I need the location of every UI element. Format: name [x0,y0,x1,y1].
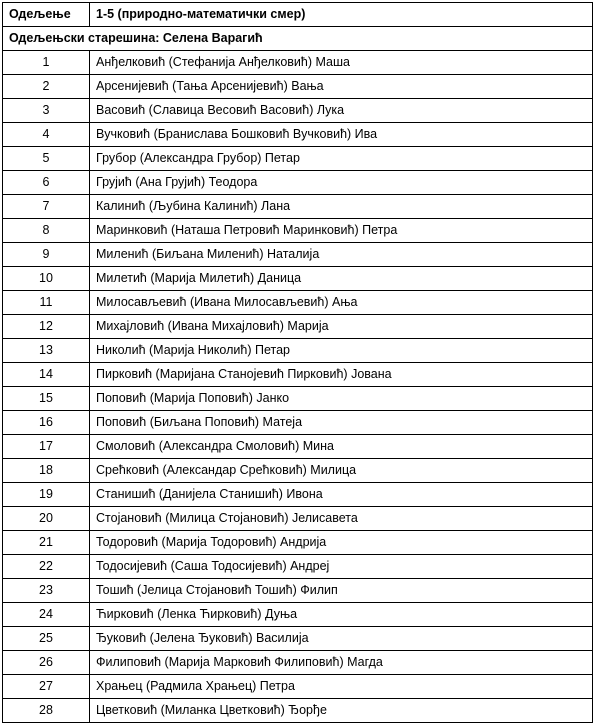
class-value: 1-5 (природно-математички смер) [90,3,593,27]
student-name: Цветковић (Миланка Цветковић) Ђорђе [90,699,593,723]
table-row [3,627,593,651]
student-number: 17 [3,435,90,459]
student-number: 18 [3,459,90,483]
class-label: Одељење [3,3,90,27]
student-number: 5 [3,147,90,171]
student-number: 3 [3,99,90,123]
table-row [3,531,593,555]
student-name: Пирковић (Маријана Станојевић Пирковић) Јована [90,363,593,387]
student-number: 10 [3,267,90,291]
student-number: 26 [3,651,90,675]
student-number: 7 [3,195,90,219]
student-name: Поповић (Марија Поповић) Јанко [90,387,593,411]
table-row [3,51,593,75]
table-row [3,243,593,267]
student-name: Михајловић (Ивана Михајловић) Марија [90,315,593,339]
table-row [3,579,593,603]
table-row [3,315,593,339]
student-number: 6 [3,171,90,195]
table-row [3,603,593,627]
table-row [3,555,593,579]
student-name: Калинић (Љубина Калинић) Лана [90,195,593,219]
student-name: Смоловић (Александра Смоловић) Мина [90,435,593,459]
table-row [3,483,593,507]
student-number: 28 [3,699,90,723]
student-number: 19 [3,483,90,507]
table-row [3,651,593,675]
student-name: Анђелковић (Стефанија Анђелковић) Маша [90,51,593,75]
student-name: Тодоровић (Марија Тодоровић) Андрија [90,531,593,555]
table-row [3,99,593,123]
student-number: 22 [3,555,90,579]
student-name: Ђуковић (Јелена Ђуковић) Василија [90,627,593,651]
student-name: Станишић (Данијела Станишић) Ивона [90,483,593,507]
student-number: 25 [3,627,90,651]
student-name: Миленић (Биљана Миленић) Наталија [90,243,593,267]
student-number: 27 [3,675,90,699]
student-name: Стојановић (Милица Стојановић) Јелисавета [90,507,593,531]
class-header-row [3,3,593,27]
teacher-row [3,27,593,51]
student-number: 21 [3,531,90,555]
table-row [3,507,593,531]
table-row [3,147,593,171]
table-row [3,123,593,147]
table-row [3,435,593,459]
student-name: Срећковић (Александар Срећковић) Милица [90,459,593,483]
student-number: 11 [3,291,90,315]
table-row [3,267,593,291]
student-number: 1 [3,51,90,75]
student-number: 20 [3,507,90,531]
table-row [3,219,593,243]
table-row [3,291,593,315]
student-number: 8 [3,219,90,243]
student-number: 23 [3,579,90,603]
student-name: Николић (Марија Николић) Петар [90,339,593,363]
student-name: Милосављевић (Ивана Милосављевић) Ања [90,291,593,315]
student-name: Маринковић (Наташа Петровић Маринковић) Петра [90,219,593,243]
table-row [3,171,593,195]
table-row [3,675,593,699]
student-name: Васовић (Славица Весовић Васовић) Лука [90,99,593,123]
table-row [3,339,593,363]
student-name: Вучковић (Бранислава Бошковић Вучковић) Ива [90,123,593,147]
student-name: Поповић (Биљана Поповић) Матеја [90,411,593,435]
student-name: Арсенијевић (Тања Арсенијевић) Вања [90,75,593,99]
table-row [3,699,593,723]
student-number: 9 [3,243,90,267]
table-row [3,411,593,435]
student-name: Тошић (Јелица Стојановић Тошић) Филип [90,579,593,603]
student-name: Милетић (Марија Милетић) Даница [90,267,593,291]
table-row [3,459,593,483]
student-number: 12 [3,315,90,339]
table-row [3,75,593,99]
student-name: Филиповић (Марија Марковић Филиповић) Магда [90,651,593,675]
student-number: 13 [3,339,90,363]
student-number: 14 [3,363,90,387]
student-name: Ћирковић (Ленка Ћирковић) Дуња [90,603,593,627]
student-number: 15 [3,387,90,411]
table-row [3,195,593,219]
student-number: 2 [3,75,90,99]
student-name: Храњец (Радмила Храњец) Петра [90,675,593,699]
class-roster-table [2,2,593,723]
table-row [3,363,593,387]
student-name: Грујић (Ана Грујић) Теодора [90,171,593,195]
student-name: Грубор (Александра Грубор) Петар [90,147,593,171]
homeroom-teacher: Одељењски старешина: Селена Варагић [3,27,593,51]
student-name: Тодосијевић (Саша Тодосијевић) Андрej [90,555,593,579]
roster-body [3,3,593,723]
table-row [3,387,593,411]
student-number: 16 [3,411,90,435]
student-number: 4 [3,123,90,147]
student-number: 24 [3,603,90,627]
